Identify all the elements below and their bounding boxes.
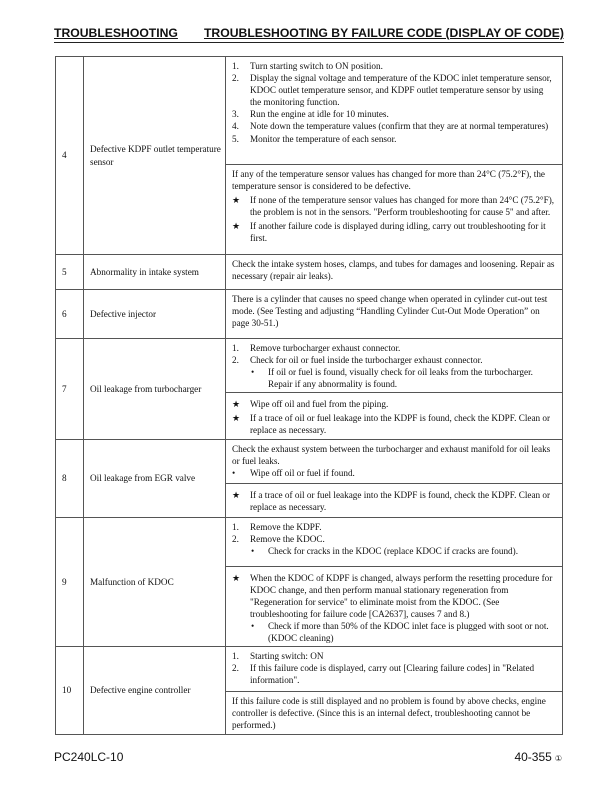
troubleshooting-table xyxy=(55,56,563,735)
step-item xyxy=(232,120,556,132)
item-marker: • xyxy=(251,621,255,632)
step-item xyxy=(232,521,556,533)
item-marker: 2. xyxy=(232,663,239,674)
item-text: Wipe off oil or fuel if found. xyxy=(250,468,355,479)
star-icon: ★ xyxy=(232,399,241,409)
table-row xyxy=(56,518,563,647)
item-marker: 5. xyxy=(232,133,239,144)
cause-number: 5 xyxy=(56,255,84,290)
note-item xyxy=(232,398,556,410)
item-text: Check for oil or fuel inside the turbocharger exhaust connector. xyxy=(250,355,483,366)
procedure-block xyxy=(226,483,562,517)
step-item xyxy=(232,354,556,366)
item-marker: 3. xyxy=(232,109,239,120)
presumed-cause: Defective injector xyxy=(84,290,226,339)
presumed-cause: Defective KDPF outlet temperature sensor xyxy=(84,57,226,255)
procedure-block xyxy=(226,255,562,289)
cause-number: 8 xyxy=(56,440,84,518)
bullet-item xyxy=(232,545,556,557)
item-marker: 2. xyxy=(232,73,239,84)
item-text: Turn starting switch to ON position. xyxy=(250,61,383,71)
item-text: Check if more than 50% of the KDOC inlet face is plugged with soot or not. (KDOC cleaning) xyxy=(268,621,549,644)
procedure-block xyxy=(226,518,562,566)
page-number-block xyxy=(514,750,562,764)
note-item xyxy=(232,220,556,244)
revision-mark: ① xyxy=(554,754,562,763)
paragraph xyxy=(232,293,556,329)
step-item xyxy=(232,108,556,120)
step-item xyxy=(232,467,556,479)
item-marker: 2. xyxy=(232,355,239,366)
presumed-cause: Abnormality in intake system xyxy=(84,255,226,290)
paragraph xyxy=(232,695,556,731)
procedure-cell xyxy=(226,647,563,735)
step-item xyxy=(232,342,556,354)
procedure-block xyxy=(226,691,562,734)
item-text: Monitor the temperature of each sensor. xyxy=(250,133,397,144)
cause-number: 9 xyxy=(56,518,84,647)
item-text: Remove the KDPF. xyxy=(250,522,322,532)
item-text: If any of the temperature sensor values has changed for more than 24°C (75.2°F), the temperature sensor is considered to be defective. xyxy=(232,169,545,192)
procedure-block xyxy=(226,566,562,646)
procedure-block xyxy=(226,440,562,483)
cause-number: 10 xyxy=(56,647,84,735)
item-text: Check the exhaust system between the turbocharger and exhaust manifold for oil leaks or fuel leaks. xyxy=(232,444,551,467)
section-title: TROUBLESHOOTING xyxy=(54,26,178,40)
item-text: If another failure code is displayed during idling, carry out troubleshooting for it first. xyxy=(250,221,546,244)
item-text: If none of the temperature sensor values has changed for more than 24°C (75.2°F), the problem is not in the sensors. "Perform troubleshooting for cause 5" and after. xyxy=(250,195,555,218)
procedure-block xyxy=(226,290,562,338)
item-text: Display the signal voltage and temperature of the KDOC inlet temperature sensor, KDOC outlet temperature sensor, and KDPF outlet temperature sensor by using the monitoring function. xyxy=(250,73,552,108)
procedure-cell xyxy=(226,255,563,290)
presumed-cause: Defective engine controller xyxy=(84,647,226,735)
item-text: Check for cracks in the KDOC (replace KDOC if cracks are found). xyxy=(268,546,519,557)
item-text: Wipe off oil and fuel from the piping. xyxy=(250,399,389,409)
note-item xyxy=(232,489,556,513)
step-item xyxy=(232,60,556,72)
presumed-cause: Malfunction of KDOC xyxy=(84,518,226,647)
item-marker: 2. xyxy=(232,534,239,545)
procedure-block xyxy=(226,392,562,439)
procedure-block xyxy=(226,164,562,254)
cause-number: 4 xyxy=(56,57,84,255)
item-text: If a trace of oil or fuel leakage into the KDPF is found, check the KDPF. Clean or replace as necessary. xyxy=(250,413,551,436)
item-text: Starting switch: ON xyxy=(250,651,324,661)
item-marker: 4. xyxy=(232,121,239,132)
table-row xyxy=(56,290,563,339)
table-row xyxy=(56,440,563,518)
item-text: Run the engine at idle for 10 minutes. xyxy=(250,109,389,120)
bullet-item xyxy=(232,366,556,390)
table-row xyxy=(56,255,563,290)
note-item xyxy=(232,412,556,436)
step-item xyxy=(232,533,556,545)
procedure-block xyxy=(226,339,562,392)
item-text: Remove the KDOC. xyxy=(250,534,325,545)
table-row xyxy=(56,339,563,440)
note-item xyxy=(232,572,556,620)
item-text: If this failure code is displayed, carry out [Clearing failure codes] in "Related information". xyxy=(250,663,535,686)
procedure-cell xyxy=(226,440,563,518)
item-text: When the KDOC of KDPF is changed, always perform the resetting procedure for KDOC change, and then perform manual stationary regeneration from "Regeneration for service" to eliminate moist from the KDOC. (See troubleshooting for failure code [CA2637], causes 7 and 8.) xyxy=(250,573,553,620)
paragraph xyxy=(232,168,556,192)
step-item xyxy=(232,133,556,145)
procedure-cell xyxy=(226,290,563,339)
item-marker: 1. xyxy=(232,343,239,353)
item-text: If oil or fuel is found, visually check for oil leaks from the turbocharger. Repair if any abnormality is found. xyxy=(268,367,533,390)
star-icon: ★ xyxy=(232,490,241,500)
procedure-block xyxy=(226,57,562,164)
paragraph xyxy=(232,258,556,282)
procedure-cell xyxy=(226,339,563,440)
bullet-item xyxy=(232,620,556,644)
procedure-cell xyxy=(226,57,563,255)
item-marker: 1. xyxy=(232,522,239,532)
item-text: Remove turbocharger exhaust connector. xyxy=(250,343,401,353)
note-item xyxy=(232,194,556,218)
table-row xyxy=(56,647,563,735)
procedure-block xyxy=(226,647,562,691)
star-icon: ★ xyxy=(232,573,241,583)
item-text: Note down the temperature values (confirm that they are at normal temperatures) xyxy=(250,121,549,132)
item-marker: • xyxy=(251,546,255,557)
presumed-cause: Oil leakage from turbocharger xyxy=(84,339,226,440)
cause-number: 6 xyxy=(56,290,84,339)
step-item xyxy=(232,72,556,108)
step-item xyxy=(232,650,556,662)
table-row xyxy=(56,57,563,255)
item-marker: 1. xyxy=(232,61,239,71)
cause-number: 7 xyxy=(56,339,84,440)
item-text: If a trace of oil or fuel leakage into the KDPF is found, check the KDPF. Clean or replace as necessary. xyxy=(250,490,551,513)
star-icon: ★ xyxy=(232,413,241,424)
paragraph xyxy=(232,443,556,467)
item-marker: • xyxy=(251,367,255,378)
page-header xyxy=(54,26,564,43)
item-text: If this failure code is still displayed and no problem is found by above checks, engine controller is defective. (Since this is an internal defect, troubleshooting cannot be performed.) xyxy=(232,696,546,731)
procedure-cell xyxy=(226,518,563,647)
star-icon: ★ xyxy=(232,195,241,206)
item-text: Check the intake system hoses, clamps, and tubes for damages and loosening. Repair as necessary (repair air leaks). xyxy=(232,259,555,282)
model-number: PC240LC-10 xyxy=(54,750,124,764)
step-item xyxy=(232,662,556,686)
page-number: 40-355 xyxy=(514,750,552,764)
page-title: TROUBLESHOOTING BY FAILURE CODE (DISPLAY OF CODE) xyxy=(203,26,564,40)
item-marker: • xyxy=(232,468,236,479)
star-icon: ★ xyxy=(232,221,241,232)
presumed-cause: Oil leakage from EGR valve xyxy=(84,440,226,518)
item-text: There is a cylinder that causes no speed change when operated in cylinder cut-out test mode. (See Testing and adjusting “Handling Cylinder Cut-Out Mode Operation” on page 30-51.) xyxy=(232,294,548,329)
item-marker: 1. xyxy=(232,651,239,661)
